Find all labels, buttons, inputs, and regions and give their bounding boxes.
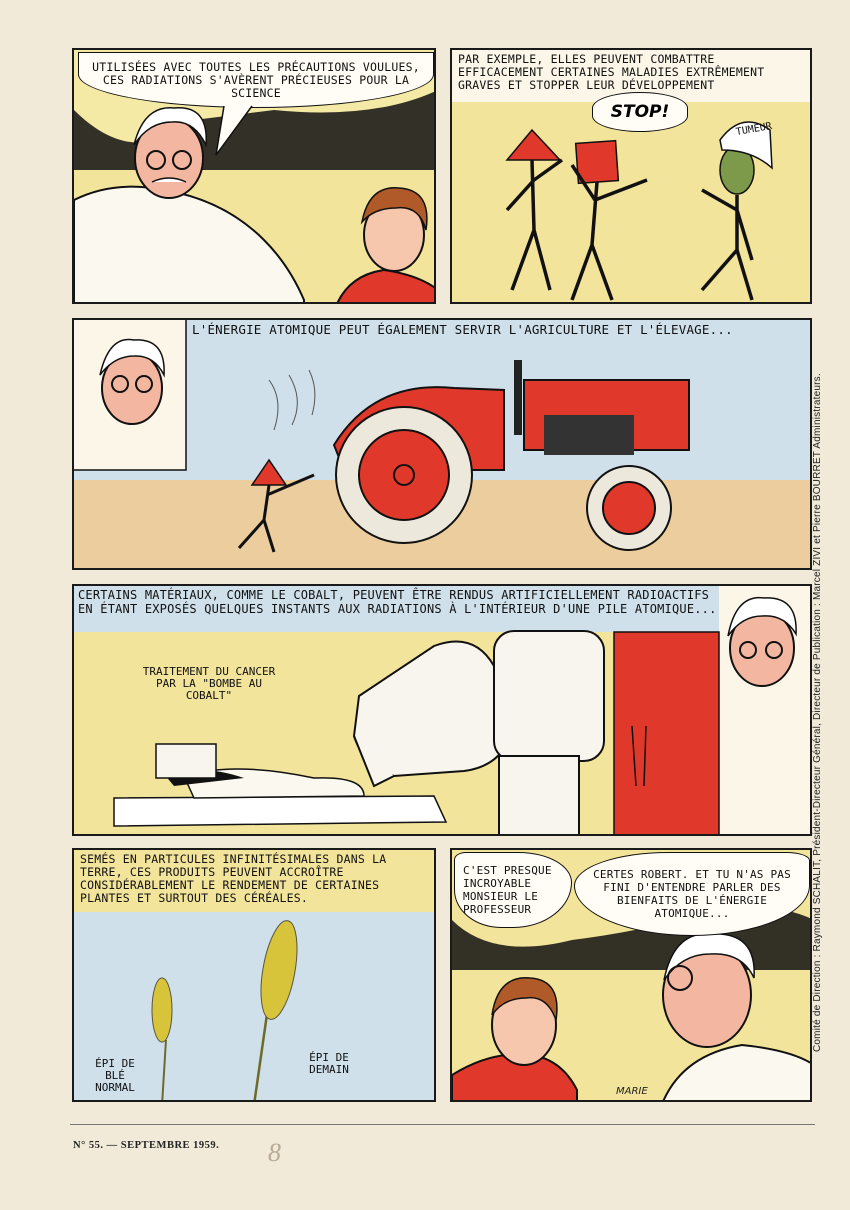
panel-3-art [74, 320, 812, 570]
credits-vertical: Comité de Direction : Raymond SCHALIT, Président-Directeur Général, Directeur de Publication : Marcel ZIVI et Pierre BOURRET Administrateurs. [812, 373, 823, 1052]
stop-bubble [592, 92, 688, 132]
tumeur-label: TUMEUR [735, 120, 773, 139]
panel-5 [72, 848, 436, 1102]
caption-text: SEMÉS EN PARTICULES INFINITÉSIMALES DANS LA TERRE, CES PRODUITS PEUVENT ACCROÎTRE CONSIDÉRABLEMENT LE RENDEMENT DE CERTAINES PLANTES ET SURTOUT DES CÉRÉALES. [80, 852, 387, 905]
speech-text: UTILISÉES AVEC TOUTES LES PRÉCAUTIONS VOULUES, CES RADIATIONS S'AVÈRENT PRÉCIEUSES POUR LA SCIENCE [92, 59, 420, 100]
panel-2 [450, 48, 812, 304]
caption-text: CERTAINS MATÉRIAUX, COMME LE COBALT, PEUVENT ÊTRE RENDUS ARTIFICIELLEMENT RADIOACTIFS EN ÉTANT EXPOSÉS QUELQUES INSTANTS AUX RADIATIONS À L'INTÉRIEUR D'UNE PILE ATOMIQUE... [78, 588, 717, 616]
artist-signature: MARIE [616, 1086, 648, 1097]
normal-wheat-label: ÉPI DE BLÉ NORMAL [95, 1057, 135, 1094]
caption-text: L'ÉNERGIE ATOMIQUE PEUT ÉGALEMENT SERVIR L'AGRICULTURE ET L'ÉLEVAGE... [192, 322, 733, 337]
caption-box: PAR EXEMPLE, ELLES PEUVENT COMBATTRE EFFICACEMENT CERTAINES MALADIES EXTRÊMEMENT GRAVES ET STOPPER LEUR DÉVELOPPEMENT [452, 50, 810, 102]
panel-1 [72, 48, 436, 304]
speech-text: CERTES ROBERT. ET TU N'AS PAS FINI D'ENTENDRE PARLER DES BIENFAITS DE L'ÉNERGIE ATOMIQUE... [593, 868, 791, 920]
panel-4-art [74, 586, 812, 836]
page-number: 8 [268, 1138, 281, 1167]
stop-text: STOP! [610, 102, 670, 122]
panel-6 [450, 848, 812, 1102]
cobalt-bomb-label: TRAITEMENT DU CANCER PAR LA "BOMBE AU COBALT" [142, 665, 276, 702]
panel-3 [72, 318, 812, 570]
speech-text: C'EST PRESQUE INCROYABLE MONSIEUR LE PROFESSEUR [463, 864, 552, 916]
panel-2-art [452, 50, 812, 304]
panel-4 [72, 584, 812, 836]
footer-rule [70, 1124, 815, 1125]
future-wheat-label: ÉPI DE DEMAIN [309, 1051, 349, 1076]
issue-footer: N° 55. — SEPTEMBRE 1959. [73, 1140, 220, 1151]
